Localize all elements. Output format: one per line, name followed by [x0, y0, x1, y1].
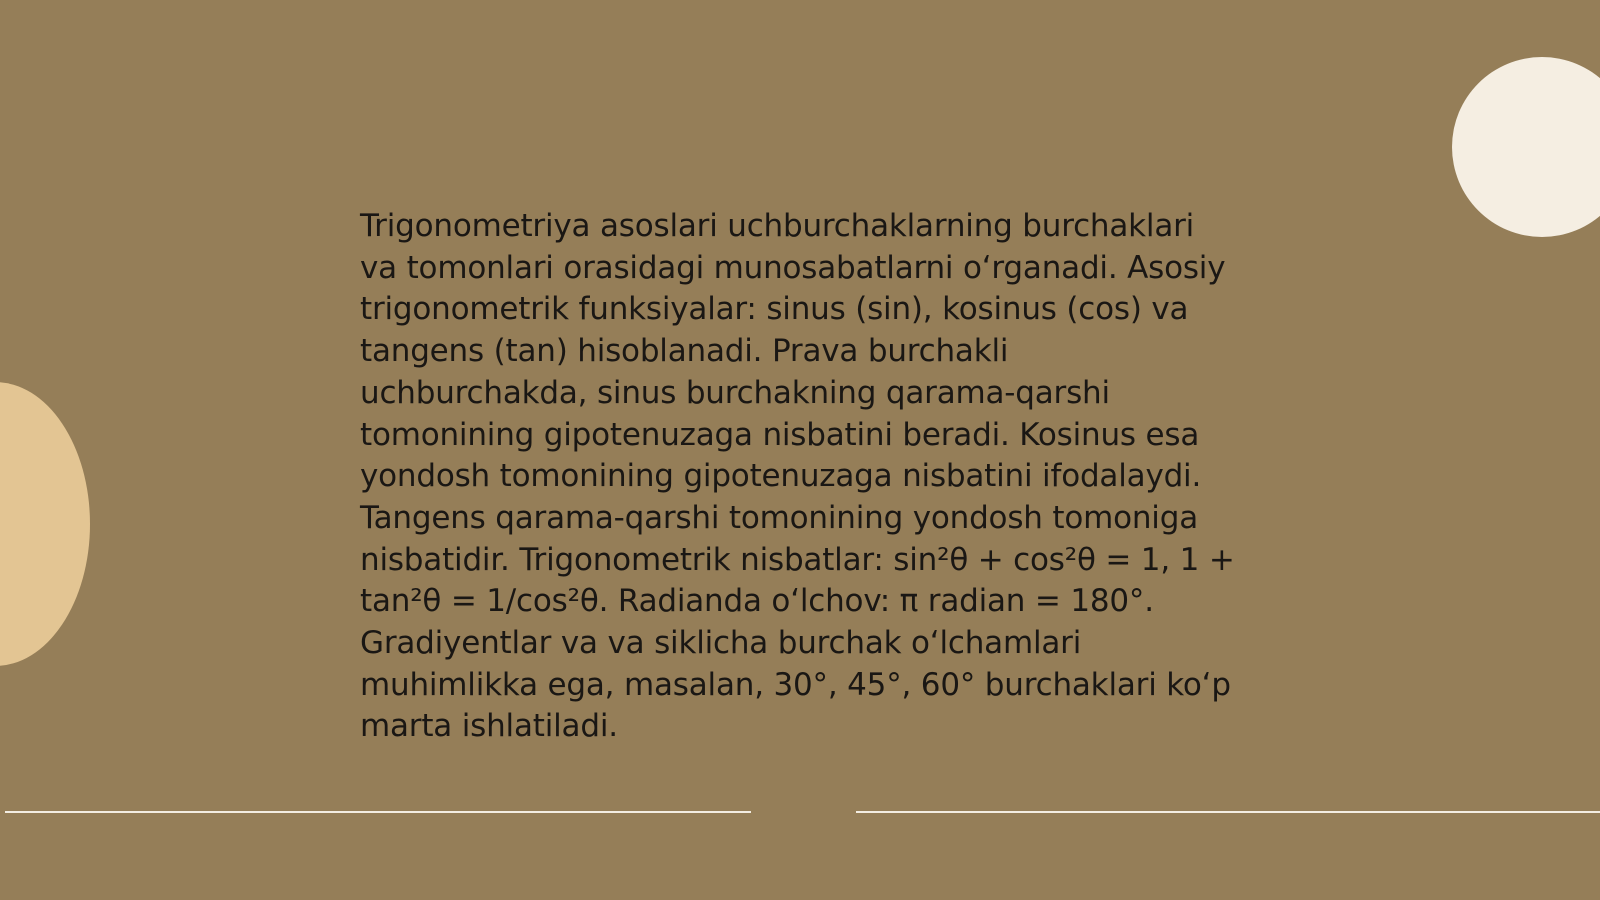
divider-line-left — [5, 811, 751, 813]
divider-line-right — [856, 811, 1600, 813]
slide-body-text: Trigonometriya asoslari uchburchaklarning burchaklari va tomonlari orasidagi munosabatlarni o‘rganadi. Asosiy trigonometrik funksiyalar: sinus (sin), kosinus (cos) va tangens (tan) hisoblanadi. Prava burchakli uchburchakda, sinus burchakning qarama-qarshi tomonining gipotenuzaga nisbatini beradi. Kosinus esa yondosh tomonining gipotenuzaga nisbatini ifodalaydi. Tangens qarama-qarshi tomonining yondosh tomoniga nisbatidir. Trigonometrik nisbatlar: sin²θ + cos²θ = 1, 1 + tan²θ = 1/cos²θ. Radianda o‘lchov: π radian = 180°. Gradiyentlar va va siklicha burchak o‘lchamlari muhimlikka ega, masalan, 30°, 45°, 60° burchaklari ko‘p marta ishlatiladi. — [360, 208, 1235, 745]
decorative-circle-top-right — [1452, 57, 1600, 237]
decorative-circle-left — [0, 382, 90, 666]
